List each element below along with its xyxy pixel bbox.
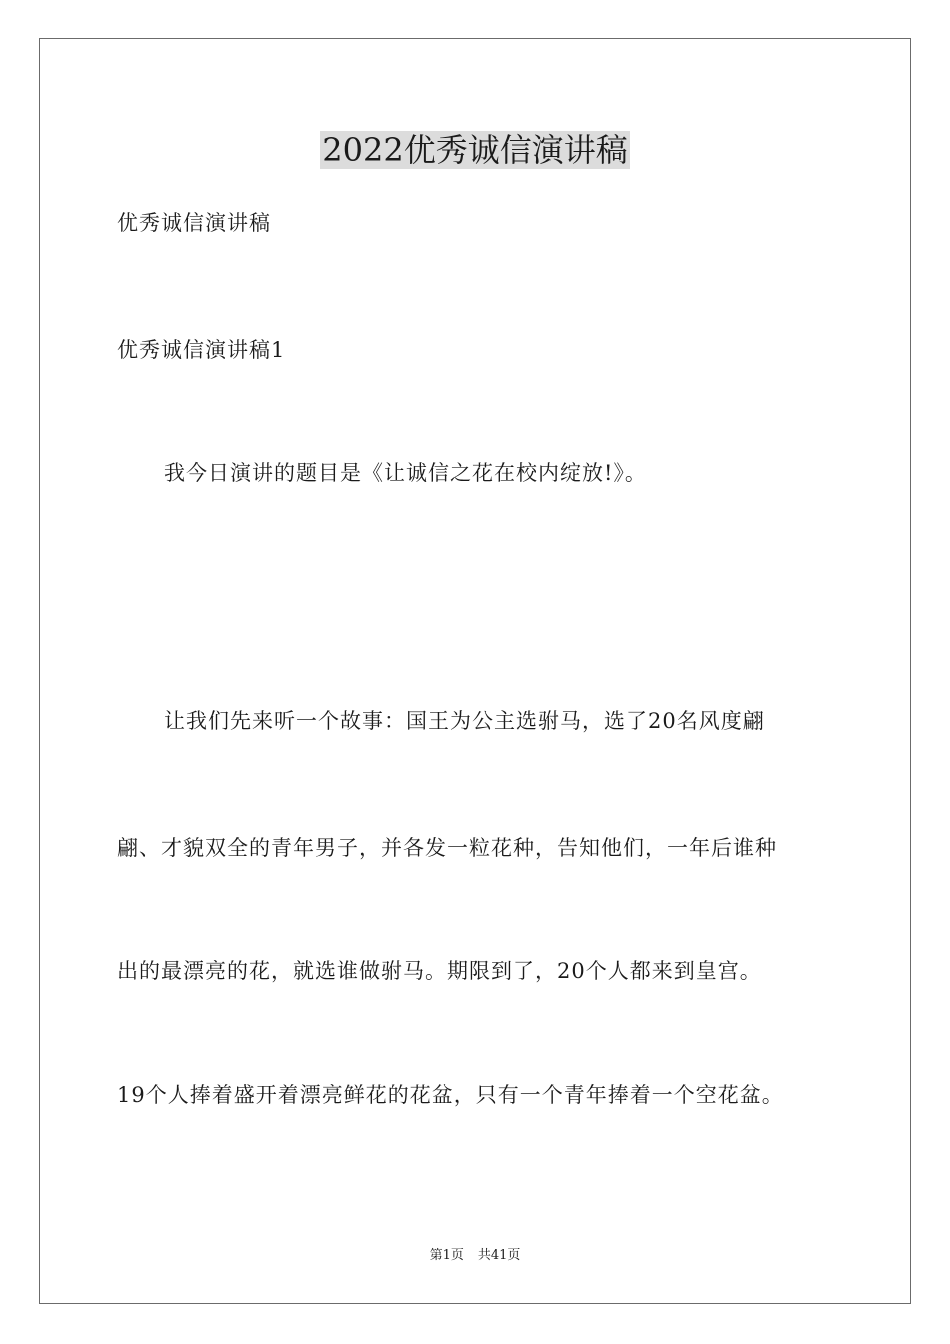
page-footer [0,1247,950,1265]
paragraph-line: 翩、才貌双全的青年男子，并各发一粒花种，告知他们，一年后谁种 [117,836,777,860]
page-number: 第1页 [429,1248,464,1263]
document-title-text: 2022优秀诚信演讲稿 [322,131,628,169]
paragraph-line: 让我们先来听一个故事：国王为公主选驸马，选了20名风度翩 [164,709,765,733]
paragraph-line: 我今日演讲的题目是《让诚信之花在校内绽放!》。 [164,461,647,485]
paragraph-line: 出的最漂亮的花，就选谁做驸马。期限到了，20个人都来到皇宫。 [117,959,762,983]
page-total: 共41页 [477,1248,521,1263]
document-title [0,128,950,172]
section-heading: 优秀诚信演讲稿1 [117,338,286,362]
paragraph-line: 19个人捧着盛开着漂亮鲜花的花盆，只有一个青年捧着一个空花盆。 [117,1083,784,1107]
subtitle-line: 优秀诚信演讲稿 [117,211,271,235]
